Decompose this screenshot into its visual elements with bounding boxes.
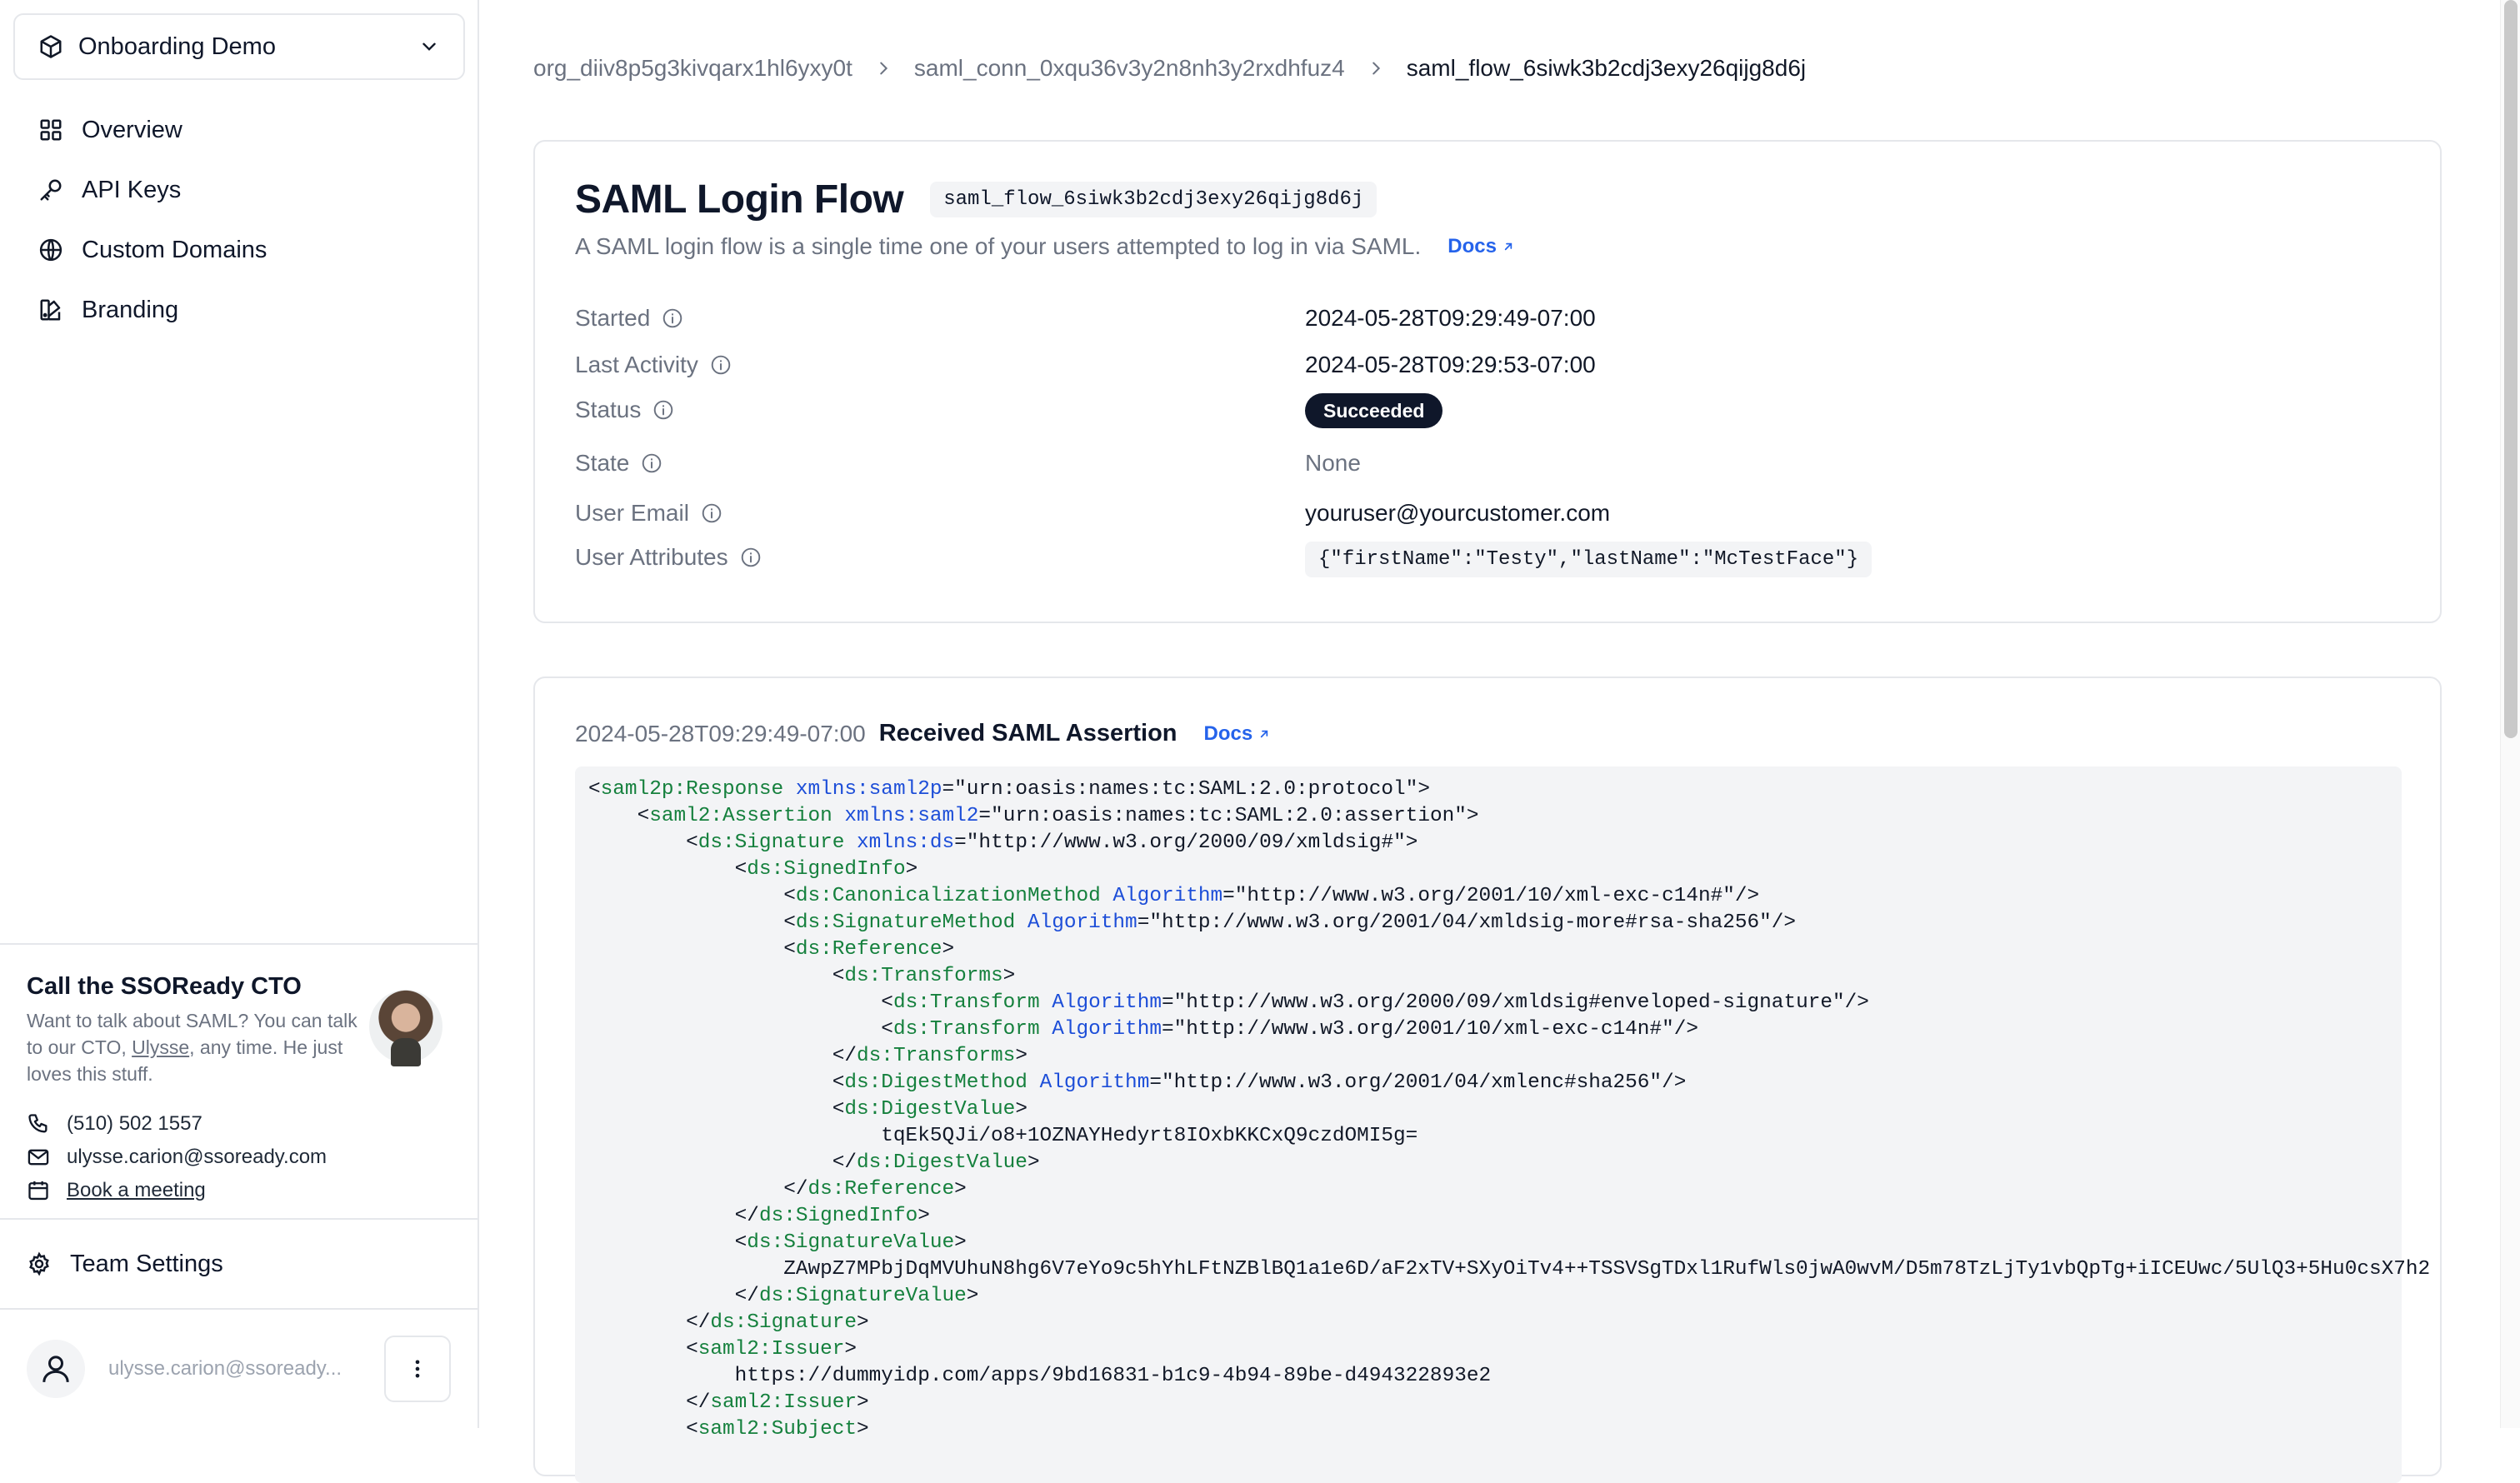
sidebar-item-branding[interactable] [38,280,267,340]
xml-tag-name: ds:Transforms [844,965,1003,987]
docs-link-label: Docs [1448,235,1497,257]
xml-bracket: < [637,805,650,827]
xml-line [588,1363,2388,1390]
info-icon[interactable] [662,307,683,329]
xml-tag-name: ds:Transform [892,991,1040,1014]
xml-indent-text [588,1418,686,1441]
sidebar-nav [38,100,267,340]
xml-indent-text [588,938,783,961]
xml-line [588,1176,2388,1203]
workspace-switcher[interactable] [13,13,465,80]
prop-label: User Email [575,500,689,526]
xml-line [588,1416,2388,1443]
docs-link[interactable] [1204,722,1272,746]
breadcrumb [533,55,1806,82]
breadcrumb-flow: saml_flow_6siwk3b2cdj3exy26qijg8d6j [1406,55,1807,81]
more-vertical-icon [406,1357,429,1381]
calendar-icon [27,1179,50,1202]
prop-label: State [575,450,630,476]
xml-attr-value: > [918,1205,930,1227]
sidebar-item-label: API Keys [82,176,182,203]
status-badge: Succeeded [1305,393,1442,428]
xml-line [588,1016,2388,1043]
xml-tag-name: ds:DigestValue [844,1098,1016,1121]
xml-tag-name: saml2:Issuer [698,1338,845,1361]
xml-attr-value: ="http://www.w3.org/2001/10/xml-exc-c14n#"/> [1161,1018,1698,1041]
flow-details-card [533,140,2442,623]
xml-space [1040,1018,1052,1041]
scrollbar-thumb[interactable] [2504,0,2518,738]
xml-bracket: < [832,965,845,987]
event-title: Received SAML Assertion [878,720,1178,746]
contact-list [27,1107,451,1207]
xml-line [588,1043,2388,1070]
prop-user-email [575,500,2400,527]
xml-line [588,776,2388,803]
xml-line [588,910,2388,936]
xml-tag-name: ds:Reference [795,938,942,961]
xml-bracket: < [881,1018,893,1041]
flow-description [575,233,1515,260]
flow-description-text: A SAML login flow is a single time one of your users attempted to log in via SAML. [575,233,1422,259]
xml-line [588,990,2388,1016]
xml-indent-text [588,965,832,987]
info-icon[interactable] [740,547,762,568]
xml-attr-value: > [844,1338,858,1361]
sidebar [0,0,479,1428]
user-bar [0,1308,478,1428]
xml-indent-text [588,991,881,1014]
xml-indent-text [588,831,686,854]
xml-indent-text [588,1311,686,1334]
xml-bracket: </ [686,1311,711,1334]
xml-line [588,1256,2431,1283]
breadcrumb-connection[interactable]: saml_conn_0xqu36v3y2n8nh3y2rxdhfuz4 [913,55,1345,81]
xml-bracket: </ [832,1045,858,1067]
xml-line [588,1203,2388,1230]
xml-attr-value: > [905,858,918,881]
xml-tag-name: ds:DigestMethod [844,1071,1028,1094]
cto-description [27,1007,360,1087]
xml-indent-text [588,1178,783,1201]
phone-icon [27,1112,50,1136]
xml-line [588,1230,2388,1256]
xml-bracket: </ [783,1178,808,1201]
xml-bracket: </ [734,1205,759,1227]
xml-bracket: < [832,1071,845,1094]
prop-last-activity [575,352,2400,378]
xml-tag-name: ds:Transform [892,1018,1040,1041]
xml-attr-value: > [857,1418,869,1441]
xml-attr-value: > [1002,965,1016,987]
prop-value: 2024-05-28T09:29:49-07:00 [1305,305,1596,331]
xml-attr-value: ="urn:oasis:names:tc:SAML:2.0:protocol"> [942,778,1430,801]
contact-phone-text: (510) 502 1557 [67,1112,202,1135]
xml-tag-name: ds:CanonicalizationMethod [795,885,1101,907]
xml-line [588,1336,2388,1363]
page-scrollbar[interactable] [2500,0,2520,1428]
info-icon[interactable] [701,502,722,524]
page-title: SAML Login Flow [575,177,904,222]
xml-space [1040,991,1052,1014]
xml-indent-text [588,1338,686,1361]
prop-state [575,450,2400,477]
xml-tag-name: ds:SignatureValue [747,1231,955,1254]
xml-indent-text [588,1151,832,1174]
info-icon[interactable] [710,354,732,376]
xml-tag-name: ds:DigestValue [857,1151,1028,1174]
saml-assertion-xml [575,766,2431,1483]
xml-line [588,856,2388,883]
xml-bracket: </ [686,1391,711,1414]
xml-bracket: < [832,1098,845,1121]
xml-indent-text [588,858,735,881]
xml-tag-name: ds:SignedInfo [758,1205,918,1227]
xml-attr-value: > [1015,1098,1028,1121]
xml-bracket: < [734,858,748,881]
docs-link[interactable] [1448,235,1515,258]
xml-attr-name: Algorithm [1052,991,1162,1014]
user-menu-button[interactable] [384,1336,451,1402]
xml-tag-name: ds:SignatureValue [758,1285,967,1307]
team-settings-button[interactable] [0,1218,478,1308]
xml-bracket: < [686,831,698,854]
xml-tag-name: ds:SignedInfo [747,858,906,881]
palette-icon [38,297,63,322]
xml-indent-text: ZAwpZ7MPbjDqMVUhuN8hg6V7eYo9c5hYhLFtNZBlBQ1a1e6D/aF2xTV+SXyOiTv4++TSSVSgTDxl1RufWls0jwA0wvM/D5m78TzLjTy1vbQpTg+iICEUwc/5UlQ3+5Hu0csX7h2 [588,1258,2431,1281]
xml-line [588,1283,2388,1310]
book-meeting-link[interactable]: Book a meeting [67,1179,206,1201]
xml-attr-value: > [966,1285,979,1307]
xml-bracket: </ [832,1151,858,1174]
cto-title: Call the SSOReady CTO [27,973,302,1000]
user-avatar[interactable] [27,1340,85,1398]
cto-contact-card [0,943,478,1218]
xml-tag-name: ds:Transforms [857,1045,1016,1067]
xml-line [588,963,2388,990]
xml-bracket: < [686,1338,698,1361]
xml-attr-name: Algorithm [1052,1018,1162,1041]
xml-attr-value: ="urn:oasis:names:tc:SAML:2.0:assertion"> [978,805,1479,827]
xml-bracket: < [686,1418,698,1441]
xml-line [588,803,2388,830]
xml-attr-name: xmlns:saml2 [844,805,979,827]
cto-avatar [369,990,442,1063]
sidebar-item-label: Branding [82,296,179,323]
xml-tag-name: saml2p:Response [600,778,784,801]
cto-desc-text-end: , any time. He just loves this stuff. [27,1036,343,1085]
prop-label: Last Activity [575,352,698,377]
xml-indent-text [588,1205,735,1227]
xml-indent-text [588,1071,832,1094]
xml-line [588,1123,2388,1150]
xml-bracket: < [783,885,796,907]
info-icon[interactable] [652,399,674,421]
xml-bracket: < [734,1231,748,1254]
xml-indent-text [588,1231,735,1254]
xml-bracket: < [881,991,893,1014]
prop-value: 2024-05-28T09:29:53-07:00 [1305,352,1596,377]
cto-desc-text: Want to talk about SAML? You can talk to our CTO, [27,1010,358,1058]
prop-label: User Attributes [575,543,728,570]
xml-attr-value: > [954,1231,967,1254]
team-settings-label: Team Settings [70,1250,223,1277]
grid-icon [38,117,63,142]
sidebar-item-api-keys[interactable] [38,160,267,220]
xml-attr-value: > [954,1178,967,1201]
xml-attr-value: ="http://www.w3.org/2000/09/xmldsig#"> [954,831,1418,854]
xml-attr-value: > [1027,1151,1040,1174]
sidebar-item-custom-domains[interactable] [38,220,267,280]
xml-line [588,830,2388,856]
external-link-icon [1502,240,1515,253]
xml-tag-name: ds:Signature [698,831,845,854]
contact-email-text: ulysse.carion@ssoready.com [67,1146,328,1168]
xml-indent-text [588,1391,686,1414]
prop-value: youruser@yourcustomer.com [1305,500,1611,526]
xml-attr-value: ="http://www.w3.org/2001/04/xmlenc#sha256"/> [1149,1071,1687,1094]
xml-tag-name: ds:Signature [710,1311,858,1334]
xml-line [588,1390,2388,1416]
prop-label: Started [575,305,651,331]
prop-value: None [1305,450,1361,476]
xml-line [588,1096,2388,1123]
sidebar-item-label: Custom Domains [82,236,268,263]
xml-bracket: < [783,938,796,961]
key-icon [38,177,63,202]
xml-indent-text [588,911,783,934]
external-link-icon [1258,727,1271,741]
xml-space [783,778,796,801]
xml-tag-name: ds:Reference [808,1178,955,1201]
xml-attr-value: ="http://www.w3.org/2000/09/xmldsig#enveloped-signature"/> [1161,991,1869,1014]
xml-attr-name: Algorithm [1039,1071,1150,1094]
user-attributes-json: {"firstName":"Testy","lastName":"McTestFace"} [1305,542,1872,577]
event-card [533,677,2442,1476]
contact-phone[interactable] [27,1107,451,1141]
xml-indent-text [588,1285,735,1307]
xml-space [1015,911,1028,934]
xml-bracket: < [588,778,601,801]
xml-attr-value: > [857,1311,869,1334]
prop-started [575,305,2400,332]
xml-line [588,1070,2388,1096]
contact-email[interactable] [27,1141,451,1174]
xml-space [844,831,857,854]
xml-bracket: < [783,911,796,934]
cube-icon [38,34,63,59]
xml-attr-value: > [1015,1045,1028,1067]
chevron-down-icon [418,36,440,57]
xml-tag-name: saml2:Issuer [710,1391,858,1414]
xml-indent-text [588,805,638,827]
xml-tag-name: saml2:Assertion [649,805,832,827]
xml-line [588,1310,2388,1336]
sidebar-item-label: Overview [82,116,182,143]
breadcrumb-org[interactable]: org_diiv8p5g3kivqarx1hl6yxy0t [533,55,852,81]
xml-tag-name: ds:SignatureMethod [795,911,1016,934]
xml-line [588,883,2388,910]
xml-attr-value: ="http://www.w3.org/2001/10/xml-exc-c14n#"/> [1222,885,1760,907]
prop-status [575,397,2400,423]
xml-indent-text: tqEk5QJi/o8+1OZNAYHedyrt8IOxbKKCxQ9czdOMI5g= [588,1125,1418,1147]
workspace-name: Onboarding Demo [78,32,276,60]
xml-line [588,1150,2388,1176]
mail-icon [27,1146,50,1169]
info-icon[interactable] [641,452,662,474]
contact-meeting[interactable] [27,1174,451,1207]
xml-attr-value: > [942,938,955,961]
xml-attr-name: Algorithm [1027,911,1138,934]
xml-bracket: </ [734,1285,759,1307]
globe-icon [38,237,63,262]
xml-tag-name: saml2:Subject [698,1418,858,1441]
xml-attr-name: Algorithm [1112,885,1223,907]
cto-name-link[interactable]: Ulysse [132,1036,190,1058]
flow-id-chip: saml_flow_6siwk3b2cdj3exy26qijg8d6j [930,182,1377,217]
xml-space [832,805,845,827]
xml-indent-text [588,1018,881,1041]
flow-title-row [575,177,1377,222]
prop-label: Status [575,397,642,422]
xml-indent-text [588,1098,832,1121]
xml-attr-name: xmlns:saml2p [795,778,942,801]
event-header [575,720,1271,747]
xml-line [588,936,2388,963]
user-email: ulysse.carion@ssoready... [108,1357,342,1380]
prop-user-attributes [575,543,2400,571]
docs-link-label: Docs [1203,722,1253,745]
xml-indent-text [588,885,783,907]
event-timestamp: 2024-05-28T09:29:49-07:00 [575,720,866,746]
chevron-right-icon [874,59,892,77]
xml-space [1028,1071,1040,1094]
xml-indent-text: https://dummyidp.com/apps/9bd16831-b1c9-4b94-89be-d494322893e2 [588,1365,1492,1387]
xml-attr-value: ="http://www.w3.org/2001/04/xmldsig-more#rsa-sha256"/> [1137,911,1797,934]
gear-icon [27,1251,52,1276]
xml-space [1101,885,1113,907]
sidebar-item-overview[interactable] [38,100,267,160]
xml-attr-value: > [857,1391,869,1414]
xml-attr-name: xmlns:ds [857,831,955,854]
xml-indent-text [588,1045,832,1067]
chevron-right-icon [1367,59,1385,77]
